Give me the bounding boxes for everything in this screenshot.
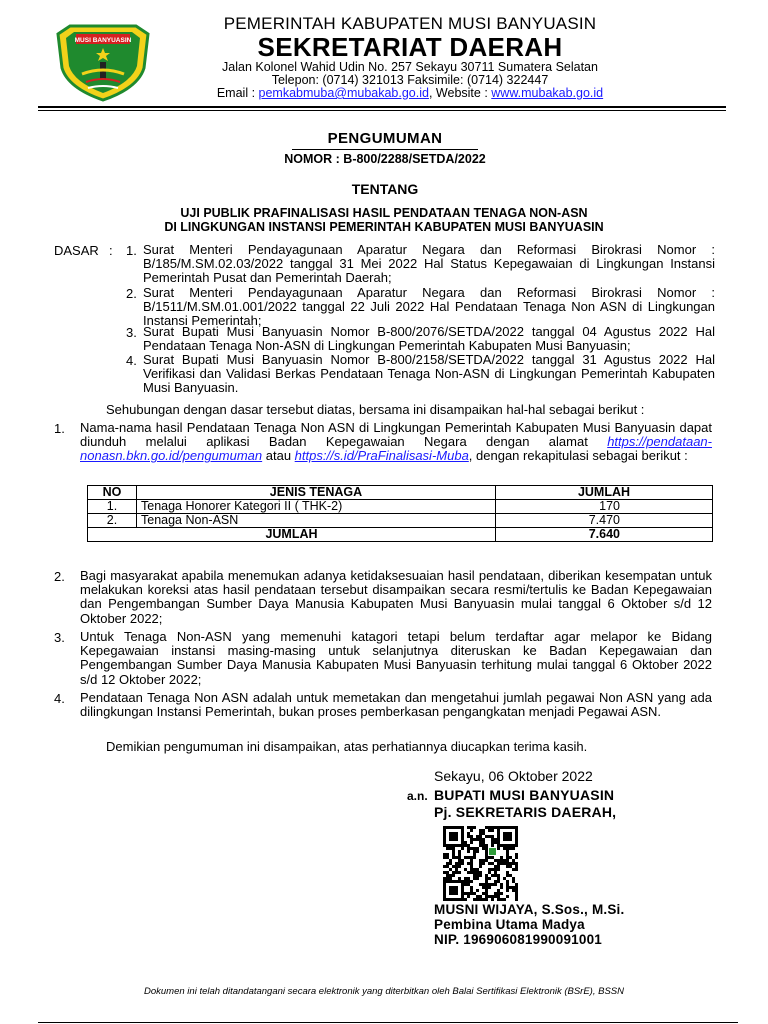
column-header-no: NO <box>88 486 137 500</box>
signatory-role: Pj. SEKRETARIS DAERAH, <box>434 804 617 820</box>
basis-colon: : <box>109 243 113 258</box>
email-label: Email : <box>216 86 259 100</box>
cell-no: 2. <box>88 514 137 528</box>
website-link[interactable]: www.mubakab.go.id <box>491 86 604 100</box>
point-text: Untuk Tenaga Non-ASN yang memenuhi katagori tetapi belum terdaftar agar melapor ke Bidang Kepegawaian instansi masing-masing untuk selanjutnya diteruskan ke Badan Kepegawaian dan Pengembangan Sumber Daya Manusia Kabupaten Musi Banyuasin terhitung mulai tanggal 6 Oktober 2022 s/d 12 Oktober 2022; <box>80 629 712 687</box>
table-row <box>88 514 713 528</box>
table-total-row <box>88 528 713 542</box>
total-value: 7.640 <box>496 528 713 542</box>
table-row <box>88 500 713 514</box>
point-1-text-a: Nama-nama hasil Pendataan Tenaga Non ASN di Lingkungan Pemerintah Kabupaten Musi Banyuasin dapat diunduh melalui aplikasi Badan Kepegawaian Negara dengan alamat <box>80 420 712 450</box>
basis-item-text: Surat Menteri Pendayagunaan Aparatur Negara dan Reformasi Birokrasi Nomor : B/185/M.SM.02.03/2022 tanggal 31 Mei 2022 Hal Status Kepegawaian di Lingkungan Instansi Pemerintah Pusat dan Pemerintah Daerah; <box>143 242 715 286</box>
document-title: PENGUMUMAN <box>327 130 443 147</box>
logo-text: MUSI BANYUASIN <box>74 37 132 44</box>
cell-type: Tenaga Honorer Kategori II ( THK-2) <box>137 500 496 514</box>
subject-line-2: DI LINGKUNGAN INSTANSI PEMERINTAH KABUPATEN MUSI BANYUASIN <box>164 220 604 234</box>
footer-rule <box>38 1022 738 1023</box>
office-phone: Telepon: (0714) 321013 Faksimile: (0714) 322447 <box>271 73 549 87</box>
total-label: JUMLAH <box>88 528 496 542</box>
basis-item-number: 2. <box>126 286 137 301</box>
basis-item-number: 4. <box>126 353 137 368</box>
cell-no: 1. <box>88 500 137 514</box>
about-heading: TENTANG <box>351 181 419 197</box>
column-header-type: JENIS TENAGA <box>137 486 496 500</box>
cell-type: Tenaga Non-ASN <box>137 514 496 528</box>
office-name: SEKRETARIAT DAERAH <box>257 32 563 62</box>
point-number: 4. <box>54 691 65 706</box>
basis-item-text: Surat Bupati Musi Banyuasin Nomor B-800/2158/SETDA/2022 tanggal 31 Agustus 2022 Hal Verifikasi dan Validasi Berkas Pendataan Tenaga Non-ASN di Lingkungan Pemerintah Kabupaten Musi Banyuasin. <box>143 352 715 396</box>
subject-line-1: UJI PUBLIK PRAFINALISASI HASIL PENDATAAN TENAGA NON-ASN <box>180 206 588 220</box>
point-text: Pendataan Tenaga Non ASN adalah untuk memetakan dan mengetahui jumlah pegawai Non ASN yang ada dilingkungan Instansi Pemerintah, bukan proses pemberkasan pengangkatan menjadi Pegawai ASN. <box>80 690 712 720</box>
on-behalf-of-label: a.n. <box>407 789 428 803</box>
government-name: PEMERINTAH KABUPATEN MUSI BANYUASIN <box>223 14 597 33</box>
qr-code-signature <box>440 826 522 902</box>
basis-item-number: 3. <box>126 325 137 340</box>
website-label: , Website : <box>428 86 492 100</box>
basis-label: DASAR <box>54 243 99 258</box>
column-header-count: JUMLAH <box>496 486 713 500</box>
basis-item-text: Surat Menteri Pendayagunaan Aparatur Negara dan Reformasi Birokrasi Nomor : B/1511/M.SM.01.001/2022 tanggal 22 Juli 2022 Hal Pendataan Tenaga Non ASN di Lingkungan Instansi Pemerintah; <box>143 285 715 329</box>
point-1-text <box>80 421 712 464</box>
basis-item-number: 1. <box>126 243 137 258</box>
point-number: 2. <box>54 569 65 584</box>
point-number: 1. <box>54 421 65 436</box>
signatory-nip: NIP. 196906081990091001 <box>434 932 603 947</box>
point-text: Bagi masyarakat apabila menemukan adanya ketidaksesuaian hasil pendataan, diberikan kesempatan untuk melakukan koreksi atas hasil pendataan tersebut disampaikan secara resmi/tertulis ke Badan Kepegawaian dan Pengembangan Sumber Daya Manusia Kabupaten Musi Banyuasin mulai tanggal 6 Oktober s/d 12 Oktober 2022; <box>80 568 712 626</box>
regency-logo-emblem <box>48 22 158 102</box>
bkn-announcement-link[interactable]: https://pendataan-nonasn.bkn.go.id/pengumuman <box>80 434 712 464</box>
document-number: NOMOR : B-800/2288/SETDA/2022 <box>284 152 486 166</box>
intro-paragraph: Sehubungan dengan dasar tersebut diatas, bersama ini disampaikan hal-hal sebagai berikut : <box>106 402 645 417</box>
cell-count: 7.470 <box>496 514 713 528</box>
email-link[interactable]: pemkabmuba@mubakab.go.id <box>258 86 429 100</box>
prafinalisasi-link[interactable]: https://s.id/PraFinalisasi-Muba <box>294 448 469 464</box>
cell-count: 170 <box>496 500 713 514</box>
signatory-office: BUPATI MUSI BANYUASIN <box>434 787 615 803</box>
point-number: 3. <box>54 630 65 645</box>
office-address: Jalan Kolonel Wahid Udin No. 257 Sekayu 30711 Sumatera Selatan <box>222 60 598 74</box>
header-rule-thin <box>38 110 726 111</box>
recap-table <box>87 485 713 542</box>
signing-place-date: Sekayu, 06 Oktober 2022 <box>434 768 593 784</box>
basis-item-text: Surat Bupati Musi Banyuasin Nomor B-800/2076/SETDA/2022 tanggal 04 Agustus 2022 Hal Pendataan Tenaga Non-ASN di Lingkungan Pemerintah Kabupaten Musi Banyuasin; <box>143 324 715 354</box>
closing-paragraph: Demikian pengumuman ini disampaikan, atas perhatiannya diucapkan terima kasih. <box>106 739 588 754</box>
office-contact <box>190 86 630 100</box>
signatory-rank: Pembina Utama Madya <box>434 917 585 932</box>
point-1-text-c: , dengan rekapitulasi sebagai berikut : <box>468 448 688 464</box>
title-underline <box>292 149 478 150</box>
e-signature-footer-note: Dokumen ini telah ditandatangani secara elektronik yang diterbitkan oleh Balai Sertifikasi Elektronik (BSrE), BSSN <box>144 986 624 997</box>
table-header-row <box>88 486 713 500</box>
point-1-text-b: atau <box>262 448 295 464</box>
signatory-name: MUSNI WIJAYA, S.Sos., M.Si. <box>434 902 625 917</box>
header-rule-thick <box>38 106 726 108</box>
